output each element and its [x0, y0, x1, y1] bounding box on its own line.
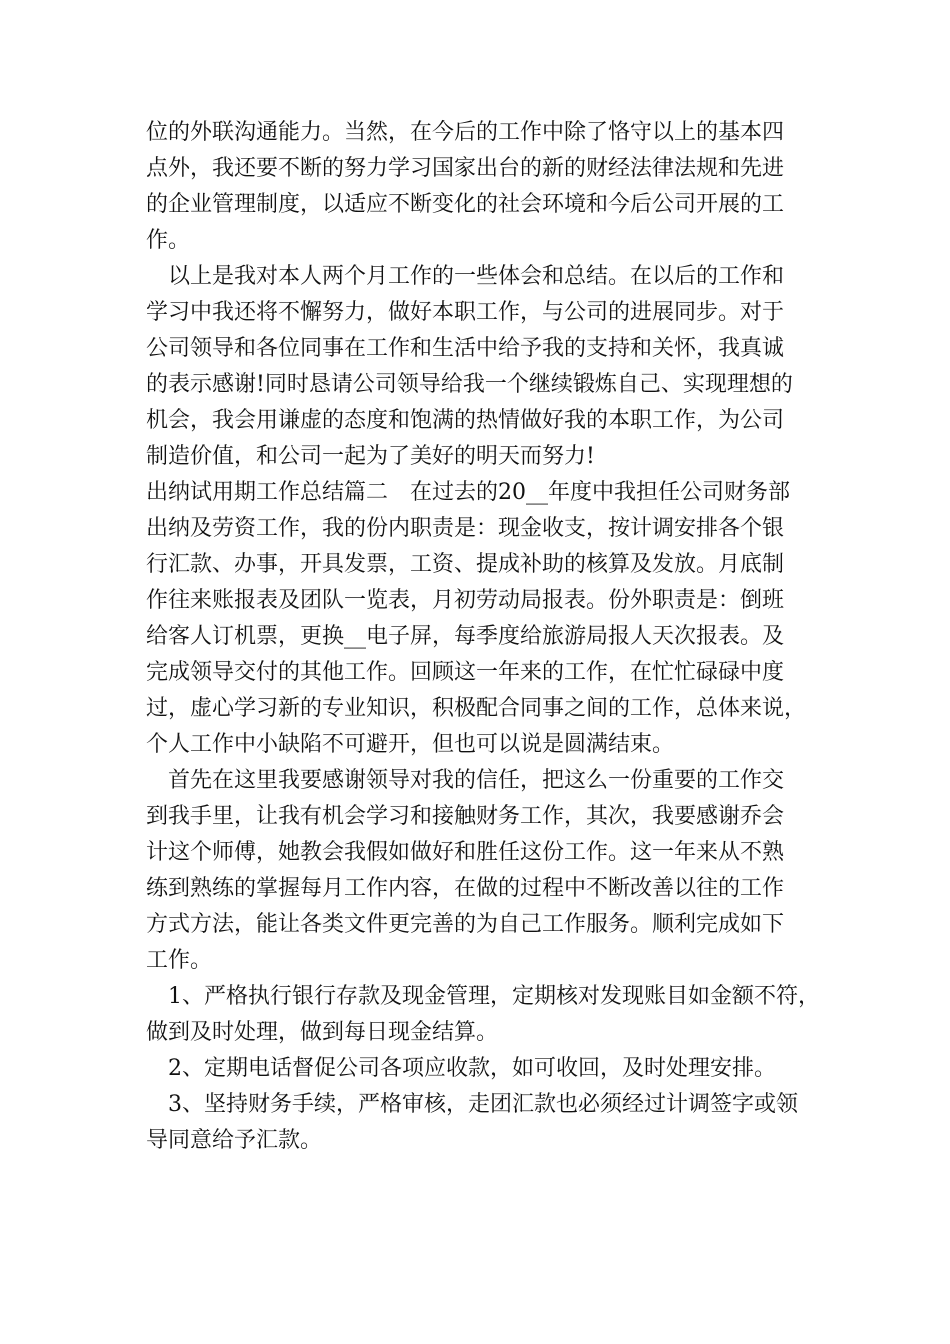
text-line: 出纳及劳资工作，我的份内职责是：现金收支，按计调安排各个银	[146, 516, 785, 541]
text-line: 的表示感谢!同时恳请公司领导给我一个继续锻炼自己、实现理想的	[146, 372, 793, 397]
text-line: 到我手里，让我有机会学习和接触财务工作，其次，我要感谢乔会	[146, 804, 785, 829]
list-item-line: 做到及时处理，做到每日现金结算。	[146, 1020, 499, 1045]
text-line: 作往来账报表及团队一览表，月初劳动局报表。份外职责是：倒班	[146, 588, 785, 613]
text-line: 计这个师傅，她教会我假如做好和胜任这份工作。这一年来从不熟	[146, 840, 785, 865]
text-line: 作。	[146, 228, 191, 253]
text-line: 首先在这里我要感谢领导对我的信任，把这么一份重要的工作交	[146, 768, 785, 793]
list-item-line: 3、坚持财务手续，严格审核，走团汇款也必须经过计调签字或领	[146, 1092, 798, 1117]
text-line: 工作。	[146, 948, 213, 973]
text-line: 完成领导交付的其他工作。回顾这一年来的工作，在忙忙碌碌中度	[146, 660, 785, 685]
text-line: 公司领导和各位同事在工作和生活中给予我的支持和关怀，我真诚	[146, 336, 785, 361]
list-item-line: 导同意给予汇款。	[146, 1128, 323, 1153]
text-line: 方式方法，能让各类文件更完善的为自己工作服务。顺利完成如下	[146, 912, 785, 937]
document-body	[146, 115, 826, 1159]
list-item-line: 2、定期电话督促公司各项应收款，如可收回，及时处理安排。	[146, 1056, 776, 1081]
text-line: 的企业管理制度，以适应不断变化的社会环境和今后公司开展的工	[146, 192, 785, 217]
text-line: 位的外联沟通能力。当然，在今后的工作中除了恪守以上的基本四	[146, 120, 785, 145]
text-line: 以上是我对本人两个月工作的一些体会和总结。在以后的工作和	[146, 264, 785, 289]
text-line: 行汇款、办事，开具发票，工资、提成补助的核算及发放。月底制	[146, 552, 785, 577]
text-line: 个人工作中小缺陷不可避开，但也可以说是圆满结束。	[146, 732, 675, 757]
text-line: 过，虚心学习新的专业知识，积极配合同事之间的工作，总体来说，	[146, 696, 807, 721]
section-title-line: 出纳试用期工作总结篇二 在过去的20__年度中我担任公司财务部	[146, 480, 790, 505]
text-line: 点外，我还要不断的努力学习国家出台的新的财经法律法规和先进	[146, 156, 785, 181]
text-line: 练到熟练的掌握每月工作内容，在做的过程中不断改善以往的工作	[146, 876, 785, 901]
text-line: 学习中我还将不懈努力，做好本职工作，与公司的进展同步。对于	[146, 300, 785, 325]
text-line: 机会，我会用谦虚的态度和饱满的热情做好我的本职工作，为公司	[146, 408, 785, 433]
text-line: 制造价值，和公司一起为了美好的明天而努力!	[146, 444, 595, 469]
list-item-line: 1、严格执行银行存款及现金管理，定期核对发现账目如金额不符，	[146, 984, 820, 1009]
text-line: 给客人订机票，更换__电子屏，每季度给旅游局报人天次报表。及	[146, 624, 785, 649]
